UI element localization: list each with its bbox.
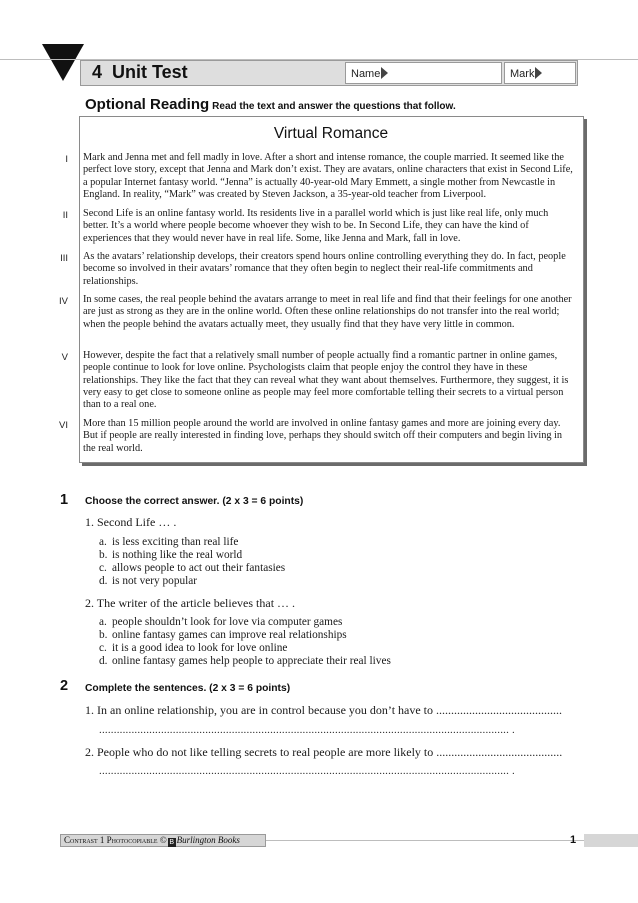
question: 2. People who do not like telling secrets to real people are more likely to .......................................... xyxy=(85,745,563,759)
paragraph-number: IV xyxy=(59,296,68,307)
exercise-number: 2 xyxy=(60,678,69,694)
option-text: online fantasy games help people to appreciate their real lives xyxy=(112,655,391,667)
footer-bar xyxy=(584,834,638,847)
paragraph-number: VI xyxy=(59,420,68,431)
option-text: is not very popular xyxy=(112,575,198,587)
answer-option[interactable] xyxy=(99,575,197,587)
option-text: it is a good idea to look for love online xyxy=(112,642,288,654)
option-letter: c. xyxy=(99,562,107,574)
paragraph-number: II xyxy=(62,210,68,221)
exercise-number: 1 xyxy=(60,492,69,508)
paragraph-number: III xyxy=(60,253,68,264)
footer-credit xyxy=(60,834,266,847)
paragraph: More than 15 million people around the world are involved in online fantasy games and more are joining every day. But if people are really interested in finding love, perhaps they should switch off their computers and begin living in the real world. xyxy=(83,418,563,454)
question: 1. Second Life … . xyxy=(85,515,177,529)
option-letter: a. xyxy=(99,616,107,628)
section-heading xyxy=(85,96,456,114)
footer-publisher: Burlington Books xyxy=(176,835,240,845)
name-label: Name xyxy=(351,68,381,80)
arrow-right-icon xyxy=(381,67,388,79)
paragraph: However, despite the fact that a relatively small number of people actually find a romantic partner in online games, people continue to look for love online. Psychologists claim that people enjoy the control they have in these relationships. They like the fact that they can reveal what they want about themselves. Furthermore, they suggest, it is very easy to get close to someone online as people may feel more comfortable telling their secrets to a virtual person than to a real one. xyxy=(83,350,569,411)
answer-option[interactable] xyxy=(99,655,391,667)
answer-option[interactable] xyxy=(99,549,242,561)
answer-option[interactable] xyxy=(99,616,342,628)
name-field[interactable] xyxy=(345,62,502,84)
mark-label: Mark xyxy=(510,68,535,80)
section-title: Optional Reading xyxy=(85,96,210,113)
exercise-instruction: Complete the sentences. (2 x 3 = 6 points) xyxy=(85,683,291,694)
unit-title: 4 Unit Test xyxy=(92,62,188,82)
option-text: online fantasy games can improve real relationships xyxy=(112,629,347,641)
option-letter: d. xyxy=(99,655,108,667)
answer-line[interactable]: ........................................................................................................................................... . xyxy=(99,724,515,736)
question: 2. The writer of the article believes that … . xyxy=(85,596,296,610)
question: 1. In an online relationship, you are in control because you don’t have to .......................................... xyxy=(85,703,563,717)
footer-series: Contrast 1 Photocopiable © xyxy=(64,835,167,845)
answer-option[interactable] xyxy=(99,562,285,574)
option-letter: a. xyxy=(99,536,107,548)
paragraph-number: I xyxy=(65,154,68,165)
footer-rule xyxy=(266,840,584,841)
paragraph: Second Life is an online fantasy world. Its residents live in a parallel world which is just like real life, only much better. It’s a world where people become whoever they wish to be. In Second Life, they can have the kind of experiences that they would never have in real life. Some, like Jenna and Mark, fall in love. xyxy=(83,208,549,244)
reading-title: Virtual Romance xyxy=(273,125,389,142)
page-number: 1 xyxy=(570,834,577,846)
answer-option[interactable] xyxy=(99,629,347,641)
option-text: is less exciting than real life xyxy=(112,536,239,548)
option-text: people shouldn’t look for love via computer games xyxy=(112,616,343,628)
paragraph: Mark and Jenna met and fell madly in love. After a short and intense romance, the couple married. It seemed like the perfect love story, except that Jenna and Mark don’t exist. They are avatars, online characters that exist in Second Life, a popular Internet fantasy world. “Jenna” is actually 40-year-old Mary Emmett, a single mother from Newcastle in England. In reality, “Mark” was created by Steven Jackson, a 35-year-old teacher from Liverpool. xyxy=(83,152,573,200)
answer-option[interactable] xyxy=(99,642,287,654)
answer-line[interactable]: ........................................................................................................................................... . xyxy=(99,765,515,777)
answer-option[interactable] xyxy=(99,536,238,548)
section-instruction: Read the text and answer the questions that follow. xyxy=(212,101,456,112)
corner-triangle-icon xyxy=(42,44,84,81)
mark-field[interactable] xyxy=(504,62,576,84)
paragraph-number: V xyxy=(61,352,68,363)
option-text: is nothing like the real world xyxy=(112,549,243,561)
option-text: allows people to act out their fantasies xyxy=(112,562,286,574)
option-letter: d. xyxy=(99,575,108,587)
publisher-logo-icon: B xyxy=(169,839,174,846)
option-letter: b. xyxy=(99,629,108,641)
option-letter: c. xyxy=(99,642,107,654)
option-letter: b. xyxy=(99,549,108,561)
arrow-right-icon xyxy=(535,67,542,79)
exercise-instruction: Choose the correct answer. (2 x 3 = 6 points) xyxy=(85,496,304,507)
paragraph: As the avatars’ relationship develops, their creators spend hours online controlling everything they do. In fact, people become so involved in their avatars’ romance that they often begin to neglect their real-life commitments and relationships. xyxy=(83,251,566,287)
paragraph: In some cases, the real people behind the avatars arrange to meet in real life and find that their feelings for one another are just as strong as they are in the online world. Often these online relationships do not transfer into the real world; when the people behind the avatars actually meet, they usually find that they have very little in common. xyxy=(83,294,572,330)
